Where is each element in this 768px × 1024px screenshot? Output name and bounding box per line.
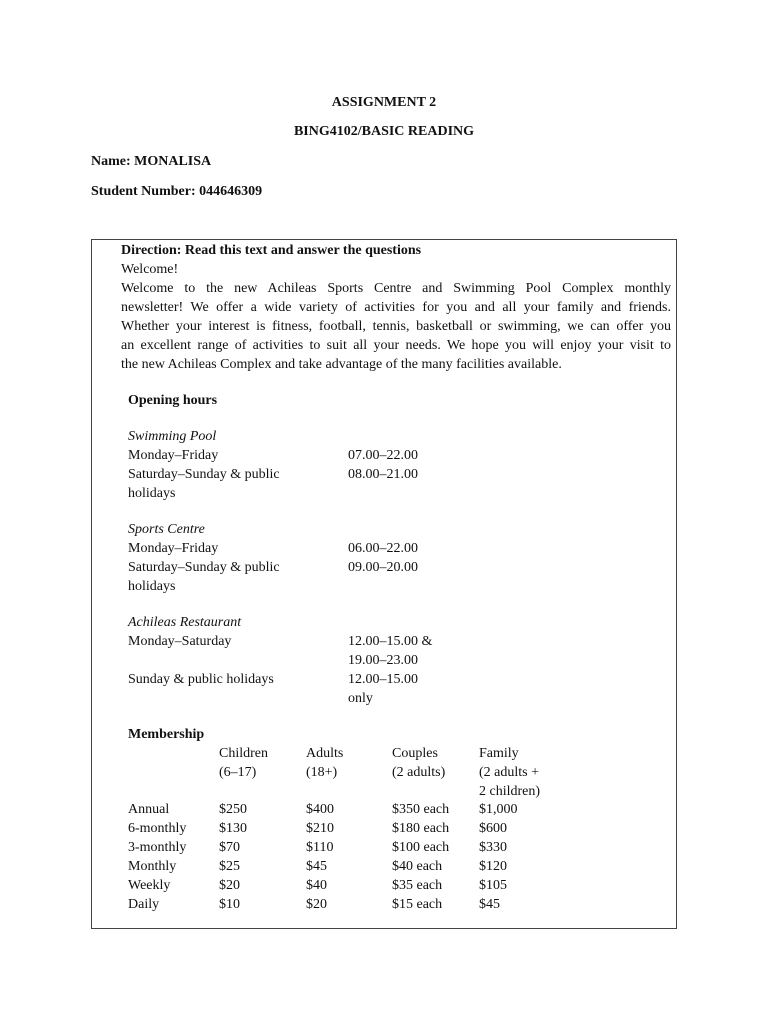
column-header-sub: (18+): [306, 765, 338, 780]
pool-weekday-hours: 07.00–22.00: [348, 448, 418, 463]
paragraph-line: an excellent range of activities to suit all your needs. We hope you will enjoy your visit to: [121, 338, 671, 353]
opening-hours-title: Opening hours: [128, 393, 218, 408]
restaurant-sunday-hours-cont: only: [348, 691, 373, 706]
table-cell: $105: [479, 878, 507, 893]
pool-title: Swimming Pool: [128, 429, 217, 444]
sports-weekend-label-cont: holidays: [128, 579, 176, 594]
table-cell: $70: [219, 840, 240, 855]
table-row-period: 6-monthly: [128, 821, 187, 836]
student-number: Student Number: 044646309: [91, 184, 263, 199]
reading-text-box: [91, 239, 677, 929]
table-cell: $130: [219, 821, 247, 836]
restaurant-title: Achileas Restaurant: [128, 615, 242, 630]
column-header-sub: 2 children): [479, 784, 541, 799]
sports-weekend-label: Saturday–Sunday & public: [128, 560, 280, 575]
column-header: Children: [219, 746, 268, 761]
table-cell: $110: [306, 840, 334, 855]
paragraph-line: newsletter! We offer a wide variety of activities for you and all your family and friends.: [121, 300, 671, 315]
paragraph-line: Whether your interest is fitness, football, tennis, basketball or swimming, we can offer you: [121, 319, 671, 334]
column-header: Couples: [392, 746, 438, 761]
course-title: BING4102/BASIC READING: [293, 124, 475, 139]
welcome-line: Welcome!: [121, 262, 179, 277]
table-row-period: Monthly: [128, 859, 177, 874]
assignment-title: ASSIGNMENT 2: [331, 95, 437, 110]
table-cell: $330: [479, 840, 507, 855]
intro-section: [121, 241, 671, 279]
table-cell: $400: [306, 802, 334, 817]
table-cell: $250: [219, 802, 247, 817]
table-cell: $10: [219, 897, 240, 912]
restaurant-weekday-hours-cont: 19.00–23.00: [348, 653, 418, 668]
sports-weekend-hours: 09.00–20.00: [348, 560, 418, 575]
column-header-sub: (2 adults): [392, 765, 446, 780]
sports-weekday-hours: 06.00–22.00: [348, 541, 418, 556]
restaurant-sunday-hours: 12.00–15.00: [348, 672, 418, 687]
table-cell: $180 each: [392, 821, 450, 836]
restaurant-weekday-hours: 12.00–15.00 &: [348, 634, 433, 649]
column-header: Family: [479, 746, 519, 761]
direction-line: Direction: Read this text and answer the questions: [121, 243, 422, 258]
student-name: Name: MONALISA: [91, 154, 212, 169]
table-cell: $35 each: [392, 878, 443, 893]
paragraph-line: Welcome to the new Achileas Sports Centre and Swimming Pool Complex monthly: [121, 281, 671, 296]
table-row-period: 3-monthly: [128, 840, 187, 855]
table-cell: $15 each: [392, 897, 443, 912]
table-cell: $45: [306, 859, 327, 874]
table-cell: $120: [479, 859, 507, 874]
table-row-period: Annual: [128, 802, 170, 817]
table-cell: $600: [479, 821, 507, 836]
table-cell: $210: [306, 821, 334, 836]
pool-weekend-label: Saturday–Sunday & public: [128, 467, 280, 482]
sports-weekday-label: Monday–Friday: [128, 541, 219, 556]
table-cell: $20: [306, 897, 327, 912]
table-cell: $1,000: [479, 802, 518, 817]
pool-weekday-label: Monday–Friday: [128, 448, 219, 463]
column-header-sub: (2 adults +: [479, 765, 539, 780]
table-cell: $25: [219, 859, 240, 874]
table-cell: $20: [219, 878, 240, 893]
table-cell: $40 each: [392, 859, 443, 874]
membership-title: Membership: [128, 727, 205, 742]
table-cell: $100 each: [392, 840, 450, 855]
paragraph-line: the new Achileas Complex and take advantage of the many facilities available.: [121, 357, 562, 372]
column-header: Adults: [306, 746, 344, 761]
pool-weekend-hours: 08.00–21.00: [348, 467, 418, 482]
table-cell: $45: [479, 897, 500, 912]
restaurant-sunday-label: Sunday & public holidays: [128, 672, 274, 687]
sports-title: Sports Centre: [128, 522, 205, 537]
restaurant-weekday-label: Monday–Saturday: [128, 634, 232, 649]
column-header-sub: (6–17): [219, 765, 257, 780]
table-cell: $350 each: [392, 802, 450, 817]
table-cell: $40: [306, 878, 327, 893]
table-row-period: Weekly: [128, 878, 171, 893]
table-row-period: Daily: [128, 897, 160, 912]
pool-weekend-label-cont: holidays: [128, 486, 176, 501]
